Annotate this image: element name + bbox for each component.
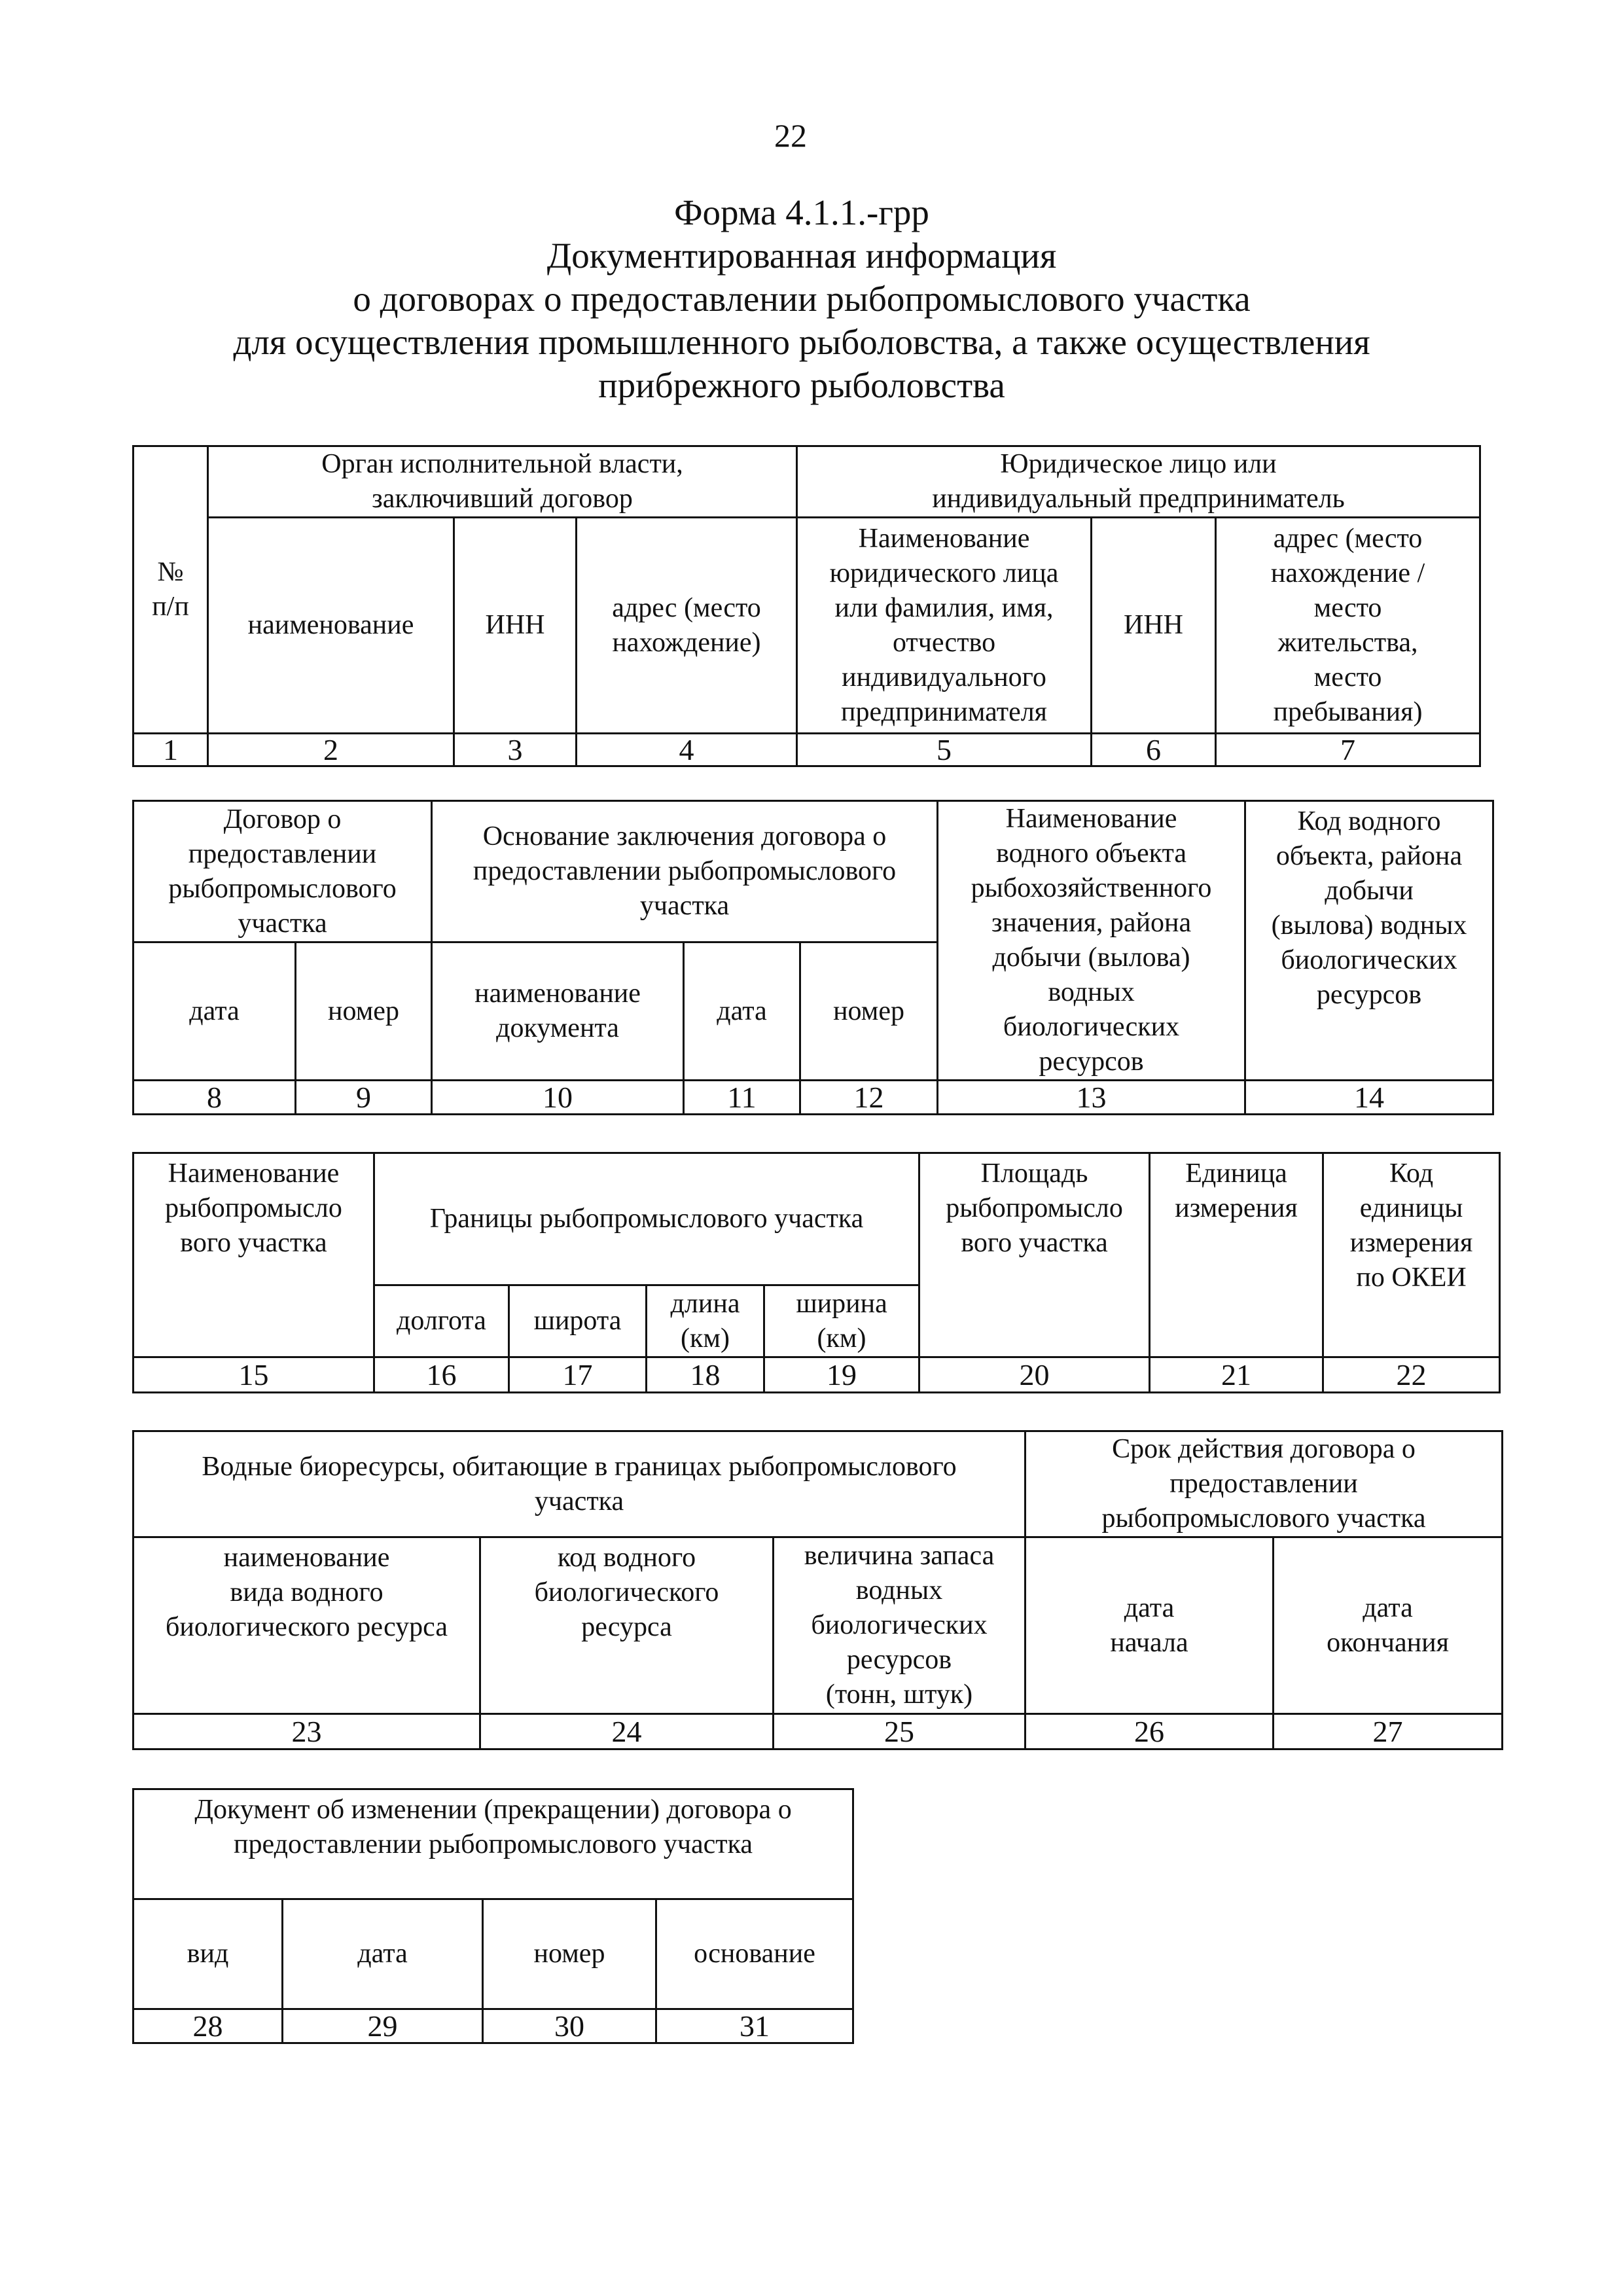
table-area-bounds	[132, 1152, 1501, 1393]
header-legal-inn: ИНН	[1092, 518, 1216, 734]
header-start-date: дата начала	[1026, 1537, 1274, 1714]
header-contract-basis: Основание заключения договора о предоставлении рыбопромыслового участка	[432, 801, 938, 942]
header-bioresource-code: код водного биологического ресурса	[480, 1537, 774, 1714]
column-number: 30	[483, 2009, 656, 2043]
title-line: прибрежного рыболовства	[598, 365, 1005, 405]
column-number: 24	[480, 1714, 774, 1749]
form-title	[131, 191, 1472, 407]
title-line: для осуществления промышленного рыболовства, а также осуществления	[233, 322, 1370, 362]
header-legal-name: Наименование юридического лица или фамилия, имя, отчество индивидуального предпринимателя	[797, 518, 1092, 734]
column-number: 20	[919, 1357, 1150, 1393]
column-number: 28	[134, 2009, 283, 2043]
header-bioresources: Водные биоресурсы, обитающие в границах рыбопромыслового участка	[134, 1431, 1026, 1537]
column-number: 25	[774, 1714, 1026, 1749]
column-number: 6	[1092, 734, 1216, 766]
page-number: 22	[774, 117, 807, 154]
header-row-number: № п/п	[134, 446, 208, 734]
header-area-square: Площадь рыбопромысло вого участка	[919, 1153, 1150, 1357]
column-number: 10	[432, 1081, 684, 1115]
table-contract-changes	[132, 1788, 854, 2044]
header-basis-date: дата	[684, 942, 800, 1081]
header-latitude: широта	[509, 1285, 647, 1357]
header-water-object-code: Код водного объекта, района добычи (вылова) водных биологических ресурсов	[1245, 801, 1493, 1081]
header-kind: вид	[134, 1899, 283, 2009]
header-length: длина (км)	[647, 1285, 764, 1357]
column-number: 14	[1245, 1081, 1493, 1115]
column-number: 31	[656, 2009, 853, 2043]
header-unit: Единица измерения	[1150, 1153, 1323, 1357]
column-number: 8	[134, 1081, 296, 1115]
column-number: 23	[134, 1714, 480, 1749]
column-number: 21	[1150, 1357, 1323, 1393]
table-contract-parties	[132, 445, 1481, 767]
column-number: 26	[1026, 1714, 1274, 1749]
header-area-bounds: Границы рыбопромыслового участка	[374, 1153, 919, 1285]
column-number: 2	[208, 734, 454, 766]
header-stock-size: величина запаса водных биологических ресурсов (тонн, штук)	[774, 1537, 1026, 1714]
header-okei-code: Код единицы измерения по ОКЕИ	[1323, 1153, 1500, 1357]
column-number: 29	[283, 2009, 483, 2043]
column-number: 15	[134, 1357, 374, 1393]
header-contract: Договор о предоставлении рыбопромыслового участка	[134, 801, 432, 942]
header-basis: основание	[656, 1899, 853, 2009]
column-number: 18	[647, 1357, 764, 1393]
header-species-name: наименование вида водного биологического ресурса	[134, 1537, 480, 1714]
column-number: 12	[800, 1081, 938, 1115]
title-line: Документированная информация	[546, 236, 1057, 276]
column-number: 11	[684, 1081, 800, 1115]
header-end-date: дата окончания	[1274, 1537, 1503, 1714]
header-legal-entity: Юридическое лицо или индивидуальный предприниматель	[797, 446, 1480, 518]
form-code: Форма 4.1.1.-грр	[674, 192, 929, 232]
header-document-name: наименование документа	[432, 942, 684, 1081]
column-number: 22	[1323, 1357, 1500, 1393]
header-contract-term: Срок действия договора о предоставлении рыбопромыслового участка	[1026, 1431, 1503, 1537]
header-legal-address: адрес (место нахождение / место жительства, место пребывания)	[1216, 518, 1480, 734]
title-line: о договорах о предоставлении рыбопромыслового участка	[353, 279, 1251, 319]
column-number: 9	[296, 1081, 432, 1115]
header-contract-date: дата	[134, 942, 296, 1081]
header-authority-inn: ИНН	[454, 518, 577, 734]
header-contract-number: номер	[296, 942, 432, 1081]
header-change-document: Документ об изменении (прекращении) договора о предоставлении рыбопромыслового участка	[134, 1789, 853, 1899]
header-authority: Орган исполнительной власти, заключивший договор	[208, 446, 797, 518]
header-longitude: долгота	[374, 1285, 509, 1357]
column-number: 17	[509, 1357, 647, 1393]
header-area-name: Наименование рыбопромысло вого участка	[134, 1153, 374, 1357]
header-width: ширина (км)	[764, 1285, 919, 1357]
header-authority-name: наименование	[208, 518, 454, 734]
header-basis-number: номер	[800, 942, 938, 1081]
table-contract-basis	[132, 800, 1494, 1115]
header-authority-address: адрес (место нахождение)	[577, 518, 797, 734]
header-date: дата	[283, 1899, 483, 2009]
column-number: 19	[764, 1357, 919, 1393]
column-number: 27	[1274, 1714, 1503, 1749]
header-number: номер	[483, 1899, 656, 2009]
column-number: 7	[1216, 734, 1480, 766]
column-number: 16	[374, 1357, 509, 1393]
header-water-object: Наименование водного объекта рыбохозяйственного значения, района добычи (вылова) водных биологических ресурсов	[938, 801, 1245, 1081]
column-number: 5	[797, 734, 1092, 766]
column-number: 3	[454, 734, 577, 766]
table-bioresources	[132, 1430, 1503, 1750]
column-number: 4	[577, 734, 797, 766]
column-number: 1	[134, 734, 208, 766]
column-number: 13	[938, 1081, 1245, 1115]
